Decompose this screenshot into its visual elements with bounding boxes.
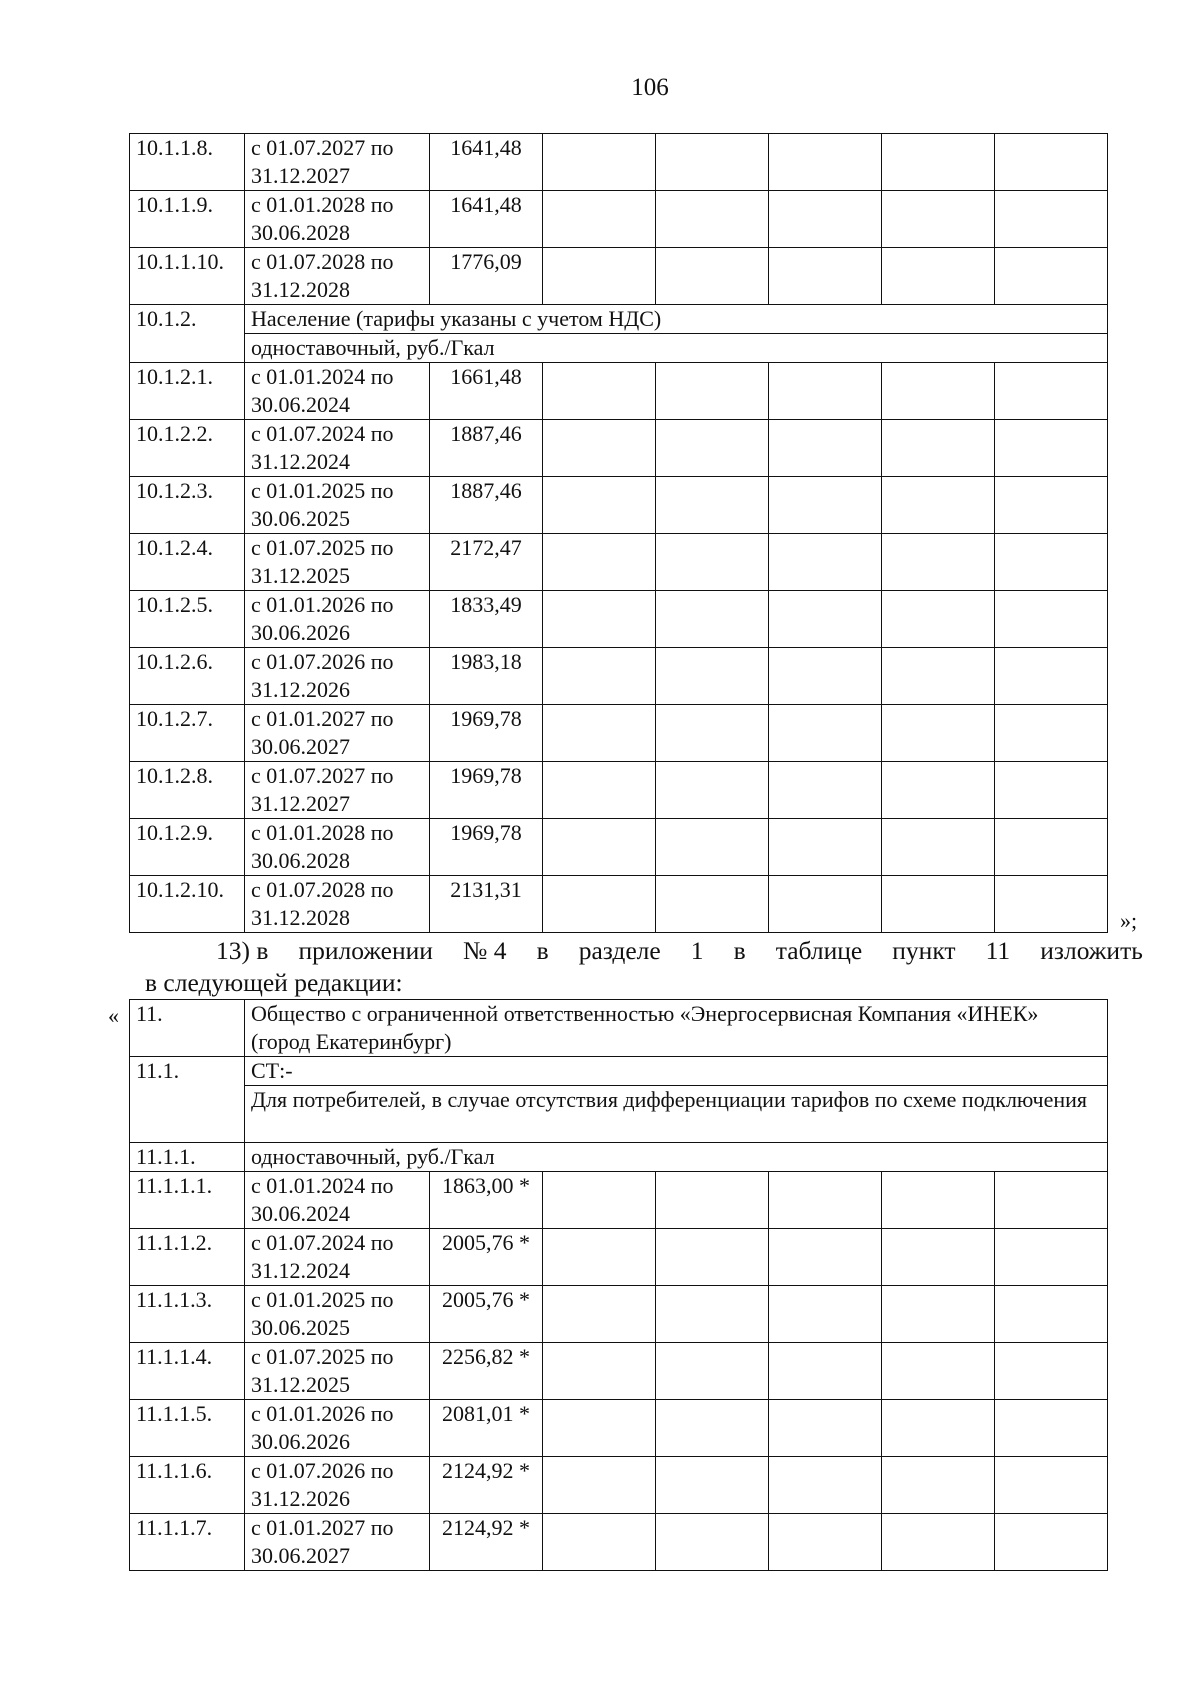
- period-end: 30.06.2026: [251, 620, 350, 645]
- empty-cell: [769, 534, 882, 591]
- row-period: [245, 1400, 430, 1457]
- row-value: 1969,78: [430, 705, 543, 762]
- empty-cell: [882, 134, 995, 191]
- table-row: [130, 248, 1108, 305]
- period-start: с 01.01.2027 по: [251, 706, 394, 731]
- empty-cell: [769, 420, 882, 477]
- empty-cell: [543, 1343, 656, 1400]
- consumers-text: Для потребителей, в случае отсутствия дифференциации тарифов по схеме подключения: [245, 1086, 1108, 1143]
- empty-cell: [882, 363, 995, 420]
- empty-cell: [543, 1514, 656, 1571]
- period-end: 31.12.2024: [251, 449, 350, 474]
- period-end: 30.06.2028: [251, 220, 350, 245]
- empty-cell: [882, 648, 995, 705]
- empty-cell: [769, 1286, 882, 1343]
- group-number: 10.1.2.: [130, 305, 245, 363]
- row-value: 2124,92 *: [430, 1514, 543, 1571]
- org-num: 11.: [130, 1000, 245, 1057]
- row-value: 2131,31: [430, 876, 543, 933]
- row-value: 1833,49: [430, 591, 543, 648]
- row-period: [245, 134, 430, 191]
- table-row: [130, 534, 1108, 591]
- empty-cell: [995, 191, 1108, 248]
- org-row: [130, 1000, 1108, 1057]
- period-end: 31.12.2026: [251, 677, 350, 702]
- period-start: с 01.07.2025 по: [251, 535, 394, 560]
- period-end: 30.06.2025: [251, 1315, 350, 1340]
- empty-cell: [995, 134, 1108, 191]
- row-period: [245, 591, 430, 648]
- paragraph-word: в: [733, 936, 746, 965]
- empty-cell: [543, 477, 656, 534]
- empty-cell: [769, 591, 882, 648]
- row-number: 10.1.1.10.: [130, 248, 245, 305]
- empty-cell: [882, 762, 995, 819]
- empty-cell: [656, 705, 769, 762]
- row-number: 10.1.2.3.: [130, 477, 245, 534]
- period-end: 31.12.2025: [251, 563, 350, 588]
- empty-cell: [995, 248, 1108, 305]
- row-period: [245, 363, 430, 420]
- empty-cell: [656, 762, 769, 819]
- paragraph-word: 1: [690, 936, 704, 965]
- group-row: [130, 305, 1108, 334]
- table-row: [130, 134, 1108, 191]
- empty-cell: [995, 1229, 1108, 1286]
- row-number: 10.1.2.9.: [130, 819, 245, 876]
- period-start: с 01.01.2026 по: [251, 1401, 394, 1426]
- empty-cell: [882, 1229, 995, 1286]
- table-row: [130, 1514, 1108, 1571]
- period-start: с 01.01.2025 по: [251, 478, 394, 503]
- empty-cell: [882, 1457, 995, 1514]
- empty-cell: [995, 762, 1108, 819]
- row-number: 11.1.1.3.: [130, 1286, 245, 1343]
- row-value: 1661,48: [430, 363, 543, 420]
- st-num: 11.1.: [130, 1057, 245, 1143]
- tariff-table-new: [129, 999, 1108, 1571]
- period-end: 30.06.2025: [251, 506, 350, 531]
- period-start: с 01.01.2024 по: [251, 364, 394, 389]
- empty-cell: [995, 1457, 1108, 1514]
- paragraph-word: № 4: [463, 936, 507, 965]
- period-end: 31.12.2028: [251, 277, 350, 302]
- table-row: [130, 876, 1108, 933]
- row-number: 11.1.1.1.: [130, 1172, 245, 1229]
- row-period: [245, 1457, 430, 1514]
- row-value: 1969,78: [430, 762, 543, 819]
- empty-cell: [656, 876, 769, 933]
- empty-cell: [656, 648, 769, 705]
- table-row: [130, 1400, 1108, 1457]
- row-period: [245, 477, 430, 534]
- subgroup-label: одноставочный, руб./Гкал: [245, 1143, 1108, 1172]
- paragraph-word: приложении: [298, 936, 433, 965]
- row-value: 1641,48: [430, 134, 543, 191]
- empty-cell: [656, 591, 769, 648]
- period-start: с 01.07.2027 по: [251, 763, 394, 788]
- group-subrow: [130, 334, 1108, 363]
- table-row: [130, 191, 1108, 248]
- row-number: 10.1.2.7.: [130, 705, 245, 762]
- empty-cell: [769, 1229, 882, 1286]
- paragraph-word: таблице: [775, 936, 863, 965]
- empty-cell: [882, 1343, 995, 1400]
- empty-cell: [995, 591, 1108, 648]
- period-start: с 01.07.2024 по: [251, 421, 394, 446]
- empty-cell: [543, 648, 656, 705]
- paragraph-word: в: [536, 936, 549, 965]
- row-number: 11.1.1.2.: [130, 1229, 245, 1286]
- empty-cell: [882, 1400, 995, 1457]
- empty-cell: [769, 1457, 882, 1514]
- empty-cell: [882, 534, 995, 591]
- st-row: [130, 1057, 1108, 1086]
- group-subtitle: одноставочный, руб./Гкал: [245, 334, 1108, 363]
- row-number: 10.1.2.10.: [130, 876, 245, 933]
- empty-cell: [995, 420, 1108, 477]
- empty-cell: [543, 1457, 656, 1514]
- row-value: 2124,92 *: [430, 1457, 543, 1514]
- empty-cell: [769, 1172, 882, 1229]
- period-end: 31.12.2028: [251, 905, 350, 930]
- row-value: 1776,09: [430, 248, 543, 305]
- subgroup-row: [130, 1143, 1108, 1172]
- row-value: 1887,46: [430, 477, 543, 534]
- row-value: 2081,01 *: [430, 1400, 543, 1457]
- row-period: [245, 648, 430, 705]
- table-row: [130, 363, 1108, 420]
- row-value: 1863,00 *: [430, 1172, 543, 1229]
- period-start: с 01.01.2028 по: [251, 820, 394, 845]
- empty-cell: [656, 1514, 769, 1571]
- table-row: [130, 762, 1108, 819]
- row-number: 10.1.2.4.: [130, 534, 245, 591]
- table-row: [130, 1457, 1108, 1514]
- period-start: с 01.07.2028 по: [251, 249, 394, 274]
- row-period: [245, 420, 430, 477]
- empty-cell: [769, 1400, 882, 1457]
- row-period: [245, 762, 430, 819]
- period-start: с 01.07.2024 по: [251, 1230, 394, 1255]
- empty-cell: [882, 1286, 995, 1343]
- group-title: Население (тарифы указаны с учетом НДС): [245, 305, 1108, 334]
- period-end: 30.06.2028: [251, 848, 350, 873]
- empty-cell: [543, 191, 656, 248]
- period-start: с 01.07.2026 по: [251, 1458, 394, 1483]
- empty-cell: [995, 1286, 1108, 1343]
- row-number: 10.1.1.9.: [130, 191, 245, 248]
- row-period: [245, 1343, 430, 1400]
- row-period: [245, 534, 430, 591]
- period-end: 30.06.2024: [251, 392, 350, 417]
- empty-cell: [995, 534, 1108, 591]
- table-row: [130, 1286, 1108, 1343]
- amendment-paragraph-line: [145, 936, 1143, 966]
- empty-cell: [882, 705, 995, 762]
- empty-cell: [543, 591, 656, 648]
- amendment-paragraph-continuation: в следующей редакции:: [145, 968, 403, 997]
- row-period: [245, 876, 430, 933]
- empty-cell: [543, 876, 656, 933]
- table-row: [130, 1229, 1108, 1286]
- period-start: с 01.01.2026 по: [251, 592, 394, 617]
- empty-cell: [769, 648, 882, 705]
- paragraph-word: 13) в: [216, 936, 269, 965]
- paragraph-word: 11: [985, 936, 1011, 965]
- empty-cell: [656, 1400, 769, 1457]
- row-number: 11.1.1.7.: [130, 1514, 245, 1571]
- row-value: 2005,76 *: [430, 1286, 543, 1343]
- empty-cell: [656, 363, 769, 420]
- period-end: 30.06.2027: [251, 734, 350, 759]
- empty-cell: [543, 534, 656, 591]
- period-end: 31.12.2027: [251, 791, 350, 816]
- empty-cell: [995, 1343, 1108, 1400]
- table-row: [130, 1343, 1108, 1400]
- empty-cell: [543, 819, 656, 876]
- paragraph-word: разделе: [578, 936, 661, 965]
- empty-cell: [769, 762, 882, 819]
- row-period: [245, 191, 430, 248]
- empty-cell: [543, 134, 656, 191]
- row-number: 10.1.2.6.: [130, 648, 245, 705]
- row-period: [245, 819, 430, 876]
- empty-cell: [769, 876, 882, 933]
- row-period: [245, 248, 430, 305]
- empty-cell: [656, 1229, 769, 1286]
- row-value: 1641,48: [430, 191, 543, 248]
- row-number: 11.1.1.6.: [130, 1457, 245, 1514]
- empty-cell: [995, 648, 1108, 705]
- row-period: [245, 1286, 430, 1343]
- period-start: с 01.01.2028 по: [251, 192, 394, 217]
- period-start: с 01.07.2026 по: [251, 649, 394, 674]
- row-period: [245, 1172, 430, 1229]
- empty-cell: [882, 1514, 995, 1571]
- row-value: 1887,46: [430, 420, 543, 477]
- period-start: с 01.01.2024 по: [251, 1173, 394, 1198]
- table-row: [130, 705, 1108, 762]
- empty-cell: [995, 363, 1108, 420]
- table-row: [130, 648, 1108, 705]
- empty-cell: [656, 248, 769, 305]
- empty-cell: [995, 819, 1108, 876]
- period-end: 31.12.2024: [251, 1258, 350, 1283]
- empty-cell: [769, 1343, 882, 1400]
- empty-cell: [882, 191, 995, 248]
- empty-cell: [543, 1229, 656, 1286]
- row-number: 10.1.2.2.: [130, 420, 245, 477]
- period-end: 30.06.2026: [251, 1429, 350, 1454]
- empty-cell: [769, 1514, 882, 1571]
- row-number: 10.1.2.8.: [130, 762, 245, 819]
- empty-cell: [882, 1172, 995, 1229]
- period-end: 30.06.2027: [251, 1543, 350, 1568]
- empty-cell: [995, 1514, 1108, 1571]
- empty-cell: [995, 1172, 1108, 1229]
- empty-cell: [882, 876, 995, 933]
- paragraph-word: изложить: [1040, 936, 1143, 965]
- period-end: 31.12.2025: [251, 1372, 350, 1397]
- row-period: [245, 1514, 430, 1571]
- row-number: 10.1.2.1.: [130, 363, 245, 420]
- tariff-table-continued: [129, 133, 1108, 933]
- empty-cell: [882, 477, 995, 534]
- empty-cell: [656, 420, 769, 477]
- st-label: СТ:-: [245, 1057, 1108, 1086]
- table-row: [130, 420, 1108, 477]
- empty-cell: [769, 363, 882, 420]
- table-row: [130, 477, 1108, 534]
- empty-cell: [769, 819, 882, 876]
- row-value: 1983,18: [430, 648, 543, 705]
- row-number: 11.1.1.5.: [130, 1400, 245, 1457]
- row-value: 1969,78: [430, 819, 543, 876]
- empty-cell: [769, 477, 882, 534]
- period-end: 31.12.2027: [251, 163, 350, 188]
- table-row: [130, 591, 1108, 648]
- empty-cell: [543, 363, 656, 420]
- empty-cell: [995, 876, 1108, 933]
- empty-cell: [656, 534, 769, 591]
- period-start: с 01.07.2025 по: [251, 1344, 394, 1369]
- paragraph-word: пункт: [892, 936, 956, 965]
- empty-cell: [656, 477, 769, 534]
- consumers-row: [130, 1086, 1108, 1143]
- row-number: 10.1.2.5.: [130, 591, 245, 648]
- empty-cell: [656, 1286, 769, 1343]
- row-period: [245, 1229, 430, 1286]
- period-start: с 01.01.2025 по: [251, 1287, 394, 1312]
- empty-cell: [543, 705, 656, 762]
- empty-cell: [882, 420, 995, 477]
- empty-cell: [543, 420, 656, 477]
- table-row: [130, 819, 1108, 876]
- empty-cell: [543, 1400, 656, 1457]
- closing-quote: »;: [1120, 908, 1138, 933]
- empty-cell: [543, 248, 656, 305]
- empty-cell: [543, 1172, 656, 1229]
- row-number: 11.1.1.4.: [130, 1343, 245, 1400]
- empty-cell: [769, 191, 882, 248]
- period-end: 30.06.2024: [251, 1201, 350, 1226]
- row-value: 2256,82 *: [430, 1343, 543, 1400]
- empty-cell: [656, 191, 769, 248]
- period-start: с 01.01.2027 по: [251, 1515, 394, 1540]
- empty-cell: [995, 705, 1108, 762]
- empty-cell: [995, 1400, 1108, 1457]
- empty-cell: [656, 1457, 769, 1514]
- empty-cell: [769, 134, 882, 191]
- empty-cell: [882, 248, 995, 305]
- empty-cell: [769, 248, 882, 305]
- table-row: [130, 1172, 1108, 1229]
- row-number: 10.1.1.8.: [130, 134, 245, 191]
- empty-cell: [543, 1286, 656, 1343]
- page-number: 106: [631, 74, 669, 101]
- period-start: с 01.07.2028 по: [251, 877, 394, 902]
- subgroup-num: 11.1.1.: [130, 1143, 245, 1172]
- empty-cell: [769, 705, 882, 762]
- empty-cell: [656, 134, 769, 191]
- opening-quote: «: [108, 1003, 119, 1028]
- empty-cell: [656, 1172, 769, 1229]
- row-period: [245, 705, 430, 762]
- empty-cell: [543, 762, 656, 819]
- empty-cell: [656, 1343, 769, 1400]
- row-value: 2172,47: [430, 534, 543, 591]
- empty-cell: [882, 819, 995, 876]
- row-value: 2005,76 *: [430, 1229, 543, 1286]
- empty-cell: [882, 591, 995, 648]
- empty-cell: [995, 477, 1108, 534]
- period-start: с 01.07.2027 по: [251, 135, 394, 160]
- org-name: Общество с ограниченной ответственностью «Энергосервисная Компания «ИНЕК» (город Екатеринбург): [245, 1000, 1108, 1057]
- empty-cell: [656, 819, 769, 876]
- period-end: 31.12.2026: [251, 1486, 350, 1511]
